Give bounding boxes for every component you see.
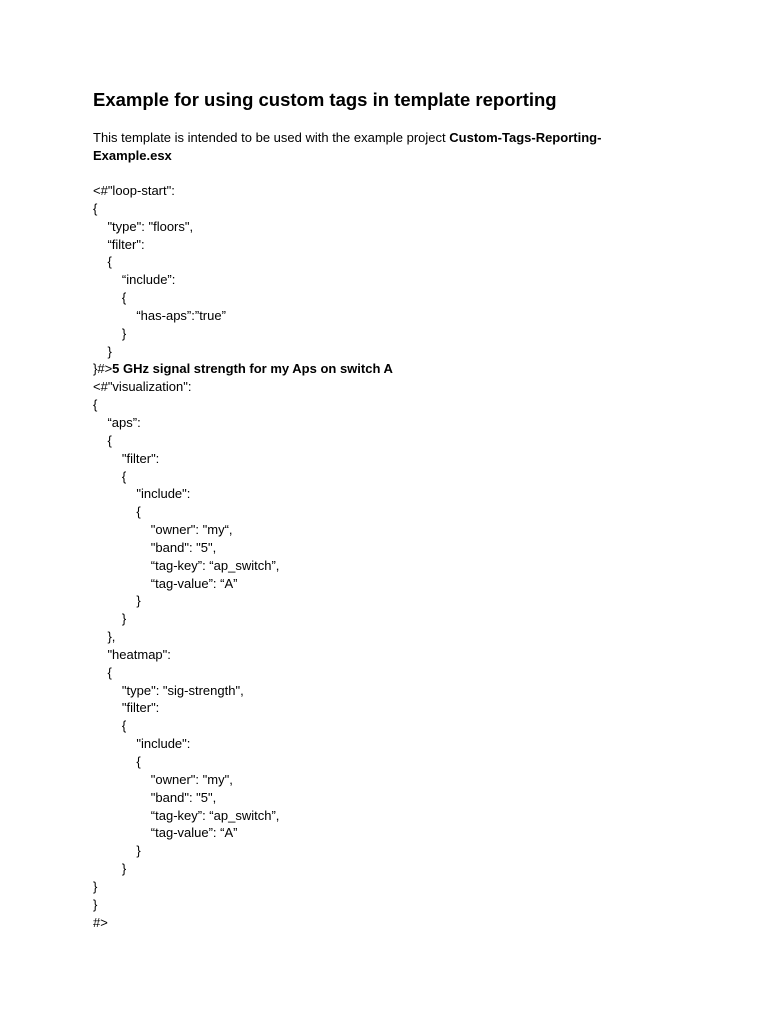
- intro-paragraph: [93, 129, 663, 165]
- code-line-text: }: [93, 593, 141, 609]
- code-line-text: “aps”:: [93, 414, 141, 430]
- code-line-text: “tag-value”: “A”: [93, 825, 238, 841]
- code-line-text: {: [93, 432, 112, 448]
- code-line-text: #>: [93, 914, 108, 930]
- code-line-text: "heatmap":: [93, 646, 171, 662]
- code-line: [93, 699, 393, 717]
- code-line-text: {: [93, 718, 127, 734]
- code-line-text: "band": "5",: [93, 789, 217, 805]
- code-line: [93, 878, 393, 896]
- code-line: [93, 842, 393, 860]
- code-line: [93, 628, 393, 646]
- code-line-text: “has-aps”:”true”: [93, 307, 226, 323]
- code-line-text: "type": "floors",: [93, 218, 194, 234]
- code-line: [93, 914, 393, 932]
- code-block: [93, 182, 393, 931]
- code-line: [93, 468, 393, 486]
- code-line-text: “tag-value”: “A”: [93, 575, 238, 591]
- code-line: [93, 860, 393, 878]
- code-line-text: }: [93, 611, 127, 627]
- code-line-text: "type": "sig-strength",: [93, 682, 244, 698]
- code-line: [93, 646, 393, 664]
- code-line: [93, 182, 393, 200]
- code-line-text: "include":: [93, 486, 191, 502]
- code-line-text: {: [93, 397, 98, 413]
- code-line: [93, 610, 393, 628]
- code-line-text: }: [93, 325, 127, 341]
- code-line: [93, 289, 393, 307]
- code-line: [93, 539, 393, 557]
- code-line-text: "owner": "my“,: [93, 522, 233, 538]
- code-line: [93, 271, 393, 289]
- code-line: [93, 485, 393, 503]
- code-line-text: "band": "5",: [93, 539, 217, 555]
- code-line: [93, 664, 393, 682]
- code-line: [93, 557, 393, 575]
- code-line-text: }#>: [93, 361, 113, 377]
- code-line: [93, 218, 393, 236]
- code-line: [93, 771, 393, 789]
- code-line: [93, 682, 393, 700]
- code-line-text: “include”:: [93, 272, 176, 288]
- code-line-text: {: [93, 254, 112, 270]
- code-line-text: },: [93, 629, 116, 645]
- code-line-text: {: [93, 664, 112, 680]
- code-line-text: “tag-key”: “ap_switch”,: [93, 807, 280, 823]
- code-line-text: }: [93, 896, 98, 912]
- code-line: [93, 432, 393, 450]
- code-line: [93, 378, 393, 396]
- code-line: [93, 396, 393, 414]
- code-line: [93, 753, 393, 771]
- intro-text: This template is intended to be used with the example project: [93, 130, 450, 145]
- section-heading: 5 GHz signal strength for my Aps on switch A: [112, 361, 393, 377]
- code-line-text: {: [93, 504, 141, 520]
- code-line: [93, 307, 393, 325]
- code-line-text: “filter":: [93, 236, 145, 252]
- code-line: [93, 450, 393, 468]
- code-line: [93, 592, 393, 610]
- code-line: [93, 414, 393, 432]
- code-line-text: }: [93, 343, 112, 359]
- document-title: Example for using custom tags in template reporting: [93, 89, 557, 110]
- code-line-text: {: [93, 290, 127, 306]
- code-line-text: "filter":: [93, 450, 160, 466]
- code-line-text: "owner": "my",: [93, 771, 233, 787]
- code-line: [93, 360, 393, 378]
- code-line-text: {: [93, 200, 98, 216]
- code-line-text: }: [93, 878, 98, 894]
- code-line: [93, 521, 393, 539]
- code-line-text: {: [93, 468, 127, 484]
- code-line-text: "include":: [93, 736, 191, 752]
- code-line-text: }: [93, 861, 127, 877]
- code-line: [93, 253, 393, 271]
- code-line-text: “tag-key”: “ap_switch”,: [93, 557, 280, 573]
- code-line: [93, 343, 393, 361]
- code-line: [93, 717, 393, 735]
- code-line: [93, 807, 393, 825]
- code-line: [93, 735, 393, 753]
- code-line: [93, 575, 393, 593]
- code-line-text: "filter":: [93, 700, 160, 716]
- code-line: [93, 789, 393, 807]
- code-line-text: }: [93, 843, 141, 859]
- code-line-text: <#"visualization":: [93, 379, 192, 395]
- code-line: [93, 824, 393, 842]
- code-line: [93, 325, 393, 343]
- code-line: [93, 896, 393, 914]
- code-line: [93, 236, 393, 254]
- code-line: [93, 200, 393, 218]
- code-line-text: <#"loop-start":: [93, 183, 175, 198]
- project-name: Custom-Tags-Reporting-Example.esx: [93, 130, 602, 163]
- code-line: [93, 503, 393, 521]
- code-line-text: {: [93, 754, 141, 769]
